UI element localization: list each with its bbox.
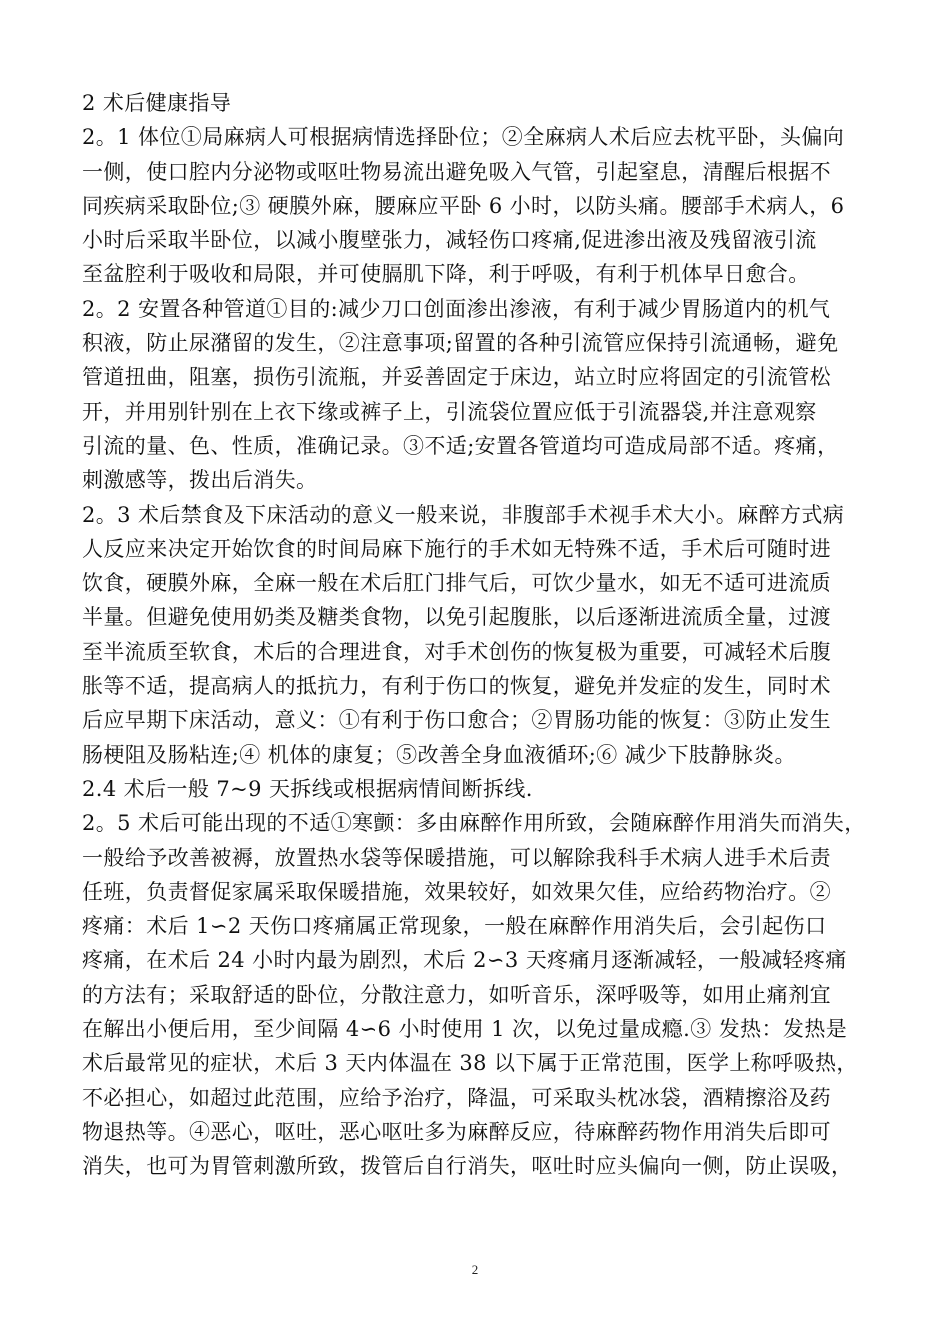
text-line: 任班，负责督促家属采取保暖措施，效果较好，如效果欠佳，应给药物治疗。② (82, 879, 831, 904)
text-line: 同疾病采取卧位;③ 硬膜外麻，腰麻应平卧 6 小时，以防头痛。腰部手术病人，6 (82, 193, 845, 218)
text-line: 肠梗阻及肠粘连;④ 机体的康复；⑤改善全身血液循环;⑥ 减少下肢静脉炎。 (82, 742, 796, 767)
text-line: 疼痛：术后 1∽2 天伤口疼痛属正常现象，一般在麻醉作用消失后，会引起伤口 (82, 914, 827, 939)
text-line: 在解出小便后用，至少间隔 4∽6 小时使用 1 次，以免过量成瘾.③ 发热：发热是 (82, 1017, 848, 1042)
text-line: 管道扭曲，阻塞，损伤引流瓶，并妥善固定于床边，站立时应将固定的引流管松 (82, 365, 831, 390)
text-line: 的方法有；采取舒适的卧位，分散注意力，如听音乐，深呼吸等，如用止痛剂宜 (82, 982, 831, 1007)
text-line: 2。2 安置各种管道①目的:减少刀口创面渗出渗液，有利于减少胃肠道内的机气 (82, 296, 831, 321)
text-line: 2.4 术后一般 7~9 天拆线或根据病情间断拆线. (82, 776, 533, 801)
page-number: 2 (471, 1262, 479, 1277)
text-line: 物退热等。④恶心，呕吐，恶心呕吐多为麻醉反应，待麻醉药物作用消失后即可 (82, 1119, 831, 1144)
text-line: 至半流质至软食，术后的合理进食，对手术创伤的恢复极为重要，可减轻术后腹 (82, 639, 831, 664)
text-line: 2。1 体位①局麻病人可根据病情选择卧位；②全麻病人术后应去枕平卧，头偏向 (82, 125, 845, 150)
text-line: 饮食，硬膜外麻，全麻一般在术后肛门排气后，可饮少量水，如无不适可进流质 (82, 571, 831, 596)
text-line: 胀等不适，提高病人的抵抗力，有利于伤口的恢复，避免并发症的发生，同时术 (82, 674, 831, 699)
text-line: 2。3 术后禁食及下床活动的意义一般来说，非腹部手术视手术大小。麻醉方式病 (82, 502, 845, 527)
text-line: 人反应来决定开始饮食的时间局麻下施行的手术如无特殊不适，手术后可随时进 (82, 536, 831, 561)
text-line: 至盆腔利于吸收和局限，并可使膈肌下降，利于呼吸，有利于机体早日愈合。 (82, 262, 810, 287)
text-line: 术后最常见的症状，术后 3 天内体温在 38 以下属于正常范围，医学上称呼吸热， (82, 1051, 858, 1076)
text-line: 开，并用别针别在上衣下缘或裤子上，引流袋位置应低于引流器袋,并注意观察 (82, 399, 817, 424)
text-line: 2。5 术后可能出现的不适①寒颤：多由麻醉作用所致，会随麻醉作用消失而消失， (82, 811, 866, 836)
text-line: 不必担心，如超过此范围，应给予治疗，降温，可采取头枕冰袋，酒精擦浴及药 (82, 1085, 831, 1110)
text-line: 半量。但避免使用奶类及糖类食物，以免引起腹胀，以后逐渐进流质全量，过渡 (82, 605, 831, 630)
text-line: 后应早期下床活动，意义：①有利于伤口愈合；②胃肠功能的恢复：③防止发生 (82, 708, 831, 733)
body-text (82, 86, 882, 1184)
text-line: 刺激感等，拨出后消失。 (82, 468, 318, 493)
text-line: 小时后采取半卧位，以减小腹壁张力，减轻伤口疼痛,促进渗出液及残留液引流 (82, 228, 817, 253)
text-line: 疼痛，在术后 24 小时内最为剧烈，术后 2∽3 天疼痛月逐渐减轻，一般减轻疼痛 (82, 948, 847, 973)
text-line: 引流的量、色、性质，准确记录。③不适;安置各管道均可造成局部不适。疼痛， (82, 433, 839, 458)
text-line: 消失，也可为胃管刺激所致，拨管后自行消失，呕吐时应头偏向一侧，防止误吸， (82, 1154, 853, 1179)
text-line: 2 术后健康指导 (82, 91, 232, 115)
text-line: 积液，防止尿潴留的发生，②注意事项;留置的各种引流管应保持引流通畅，避免 (82, 331, 839, 356)
text-line: 一侧，使口腔内分泌物或呕吐物易流出避免吸入气管，引起窒息，清醒后根据不 (82, 159, 831, 184)
text-line: 一般给予改善被褥，放置热水袋等保暖措施，可以解除我科手术病人进手术后责 (82, 845, 831, 870)
